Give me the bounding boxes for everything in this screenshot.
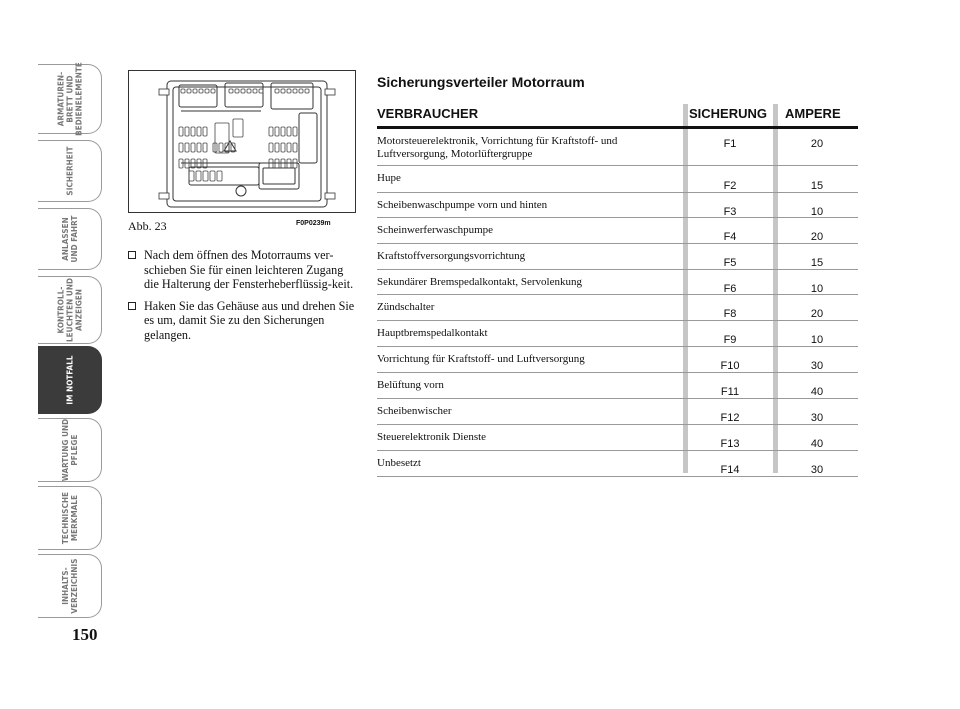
table-row [377,347,858,373]
fuse-table [377,104,858,477]
amp-cell: 15 [810,257,824,269]
consumer-cell: Hupe [377,172,401,184]
tab-label: INHALTS- VERZEICHNIS [60,558,79,614]
tab-im-notfall[interactable] [38,346,102,414]
table-header [377,104,858,129]
table-row [377,193,858,218]
fuse-cell: F12 [720,412,740,424]
amp-cell: 10 [810,334,824,346]
amp-cell: 30 [810,464,824,476]
page-number: 150 [72,625,98,644]
tab-label: ANLASSEN UND FAHRT [60,215,79,263]
fuse-cell: F6 [723,283,737,295]
instruction-step [128,299,360,343]
figure-code: F0P0239m [296,220,331,227]
fuse-cell: F13 [720,438,740,450]
amp-cell: 10 [810,206,824,218]
amp-cell: 20 [810,231,824,243]
amp-cell: 30 [810,360,824,372]
amp-cell: 20 [810,138,824,150]
amp-cell: 30 [810,412,824,424]
consumer-cell: Belüftung vorn [377,379,444,391]
fuse-cell: F14 [720,464,740,476]
fuse-cell: F10 [720,360,740,372]
fuse-cell: F11 [720,386,740,398]
amp-cell: 10 [810,283,824,295]
table-row [377,373,858,399]
figure-caption: Abb. 23 [128,219,167,233]
consumer-cell: Zündschalter [377,301,435,313]
tab-label: IM NOTFALL [65,355,74,405]
amp-cell: 15 [810,180,824,192]
table-row [377,129,858,166]
tab-label: ARMATUREN- BRETT UND BEDIENELEMENTE [56,62,83,136]
fuse-cell: F9 [723,334,737,346]
tab-inhaltsverzeichnis[interactable] [38,554,102,618]
fuse-cell: F5 [723,257,737,269]
table-row [377,399,858,425]
table-row [377,166,858,193]
consumer-cell: Unbesetzt [377,457,421,469]
table-row [377,451,858,477]
header-consumer: VERBRAUCHER [377,106,479,121]
tab-label: KONTROLL- LEUCHTEN UND ANZEIGEN [56,277,83,343]
fuse-cell: F2 [723,180,737,192]
fuse-cell: F1 [723,138,737,150]
consumer-cell: Scheibenwaschpumpe vorn und hinten [377,199,548,211]
tab-kontrollleuchten[interactable] [38,276,102,344]
tab-technische-merkmale[interactable] [38,486,102,550]
checkbox-bullet-icon [128,251,136,259]
fuse-cell: F3 [723,206,737,218]
amp-cell: 40 [810,438,824,450]
consumer-cell: Scheinwerferwaschpumpe [377,224,494,236]
fuse-box-drawing [129,71,357,214]
table-row [377,295,858,321]
consumer-cell: Kraftstoffversorgungsvorrichtung [377,250,526,262]
tab-label: TECHNISCHE MERKMALE [60,491,79,545]
consumer-cell: Hauptbremspedalkontakt [377,327,488,339]
consumer-cell: Motorsteuerelektronik, Vorrichtung für Kraftstoff- und Luftversorgung, Motorlüftergruppe [377,135,618,160]
table-row [377,244,858,270]
tab-sicherheit[interactable] [38,140,102,202]
table-row [377,270,858,295]
instruction-list [128,248,360,350]
consumer-cell: Steuerelektronik Dienste [377,431,487,443]
fuse-cell: F4 [723,231,737,243]
table-body [377,129,858,477]
tab-label: SICHERHEIT [65,146,74,196]
section-title: Sicherungsverteiler Motorraum [377,74,585,90]
tab-label: WARTUNG UND PFLEGE [60,418,79,482]
consumer-cell: Sekundärer Bremspedalkontakt, Servolenkung [377,276,582,288]
header-amp: AMPERE [785,106,841,121]
tab-armaturenbrett[interactable] [38,64,102,134]
instruction-text: Haken Sie das Gehäuse aus und drehen Sie es um, damit Sie zu den Sicherungen gelangen. [144,298,355,342]
tab-anlassen[interactable] [38,208,102,270]
checkbox-bullet-icon [128,302,136,310]
amp-cell: 40 [810,386,824,398]
fuse-cell: F8 [723,308,737,320]
header-fuse: SICHERUNG [689,106,768,121]
consumer-cell: Scheibenwischer [377,405,452,417]
table-row [377,321,858,347]
fuse-box-figure [128,70,356,213]
tab-wartung[interactable] [38,418,102,482]
amp-cell: 20 [810,308,824,320]
consumer-cell: Vorrichtung für Kraftstoff- und Luftversorgung [377,353,585,365]
table-row [377,425,858,451]
table-row [377,218,858,244]
instruction-text: Nach dem öffnen des Motorraums ver-schieben Sie für einen leichteren Zugang die Halterung der Fensterheberflüssig-keit. [144,248,354,292]
instruction-step [128,248,360,292]
